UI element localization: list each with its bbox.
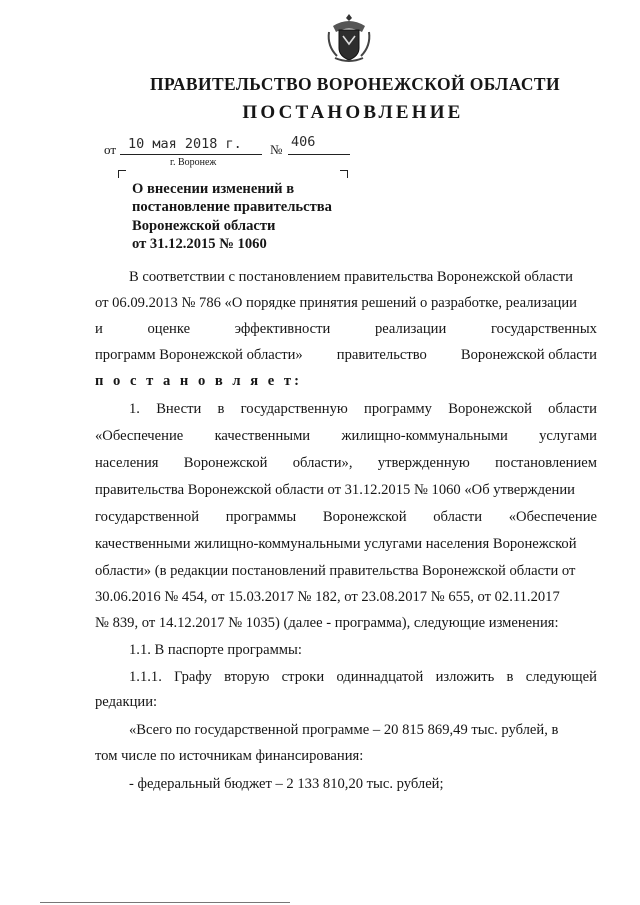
word: изложить [435,669,495,685]
word: Графу [174,669,212,685]
word: услугами [539,428,597,444]
word: «Обеспечение [95,428,184,444]
coat-of-arms-icon [325,12,373,64]
body-line: В соответствии с постановлением правительства Воронежской области [129,269,573,285]
word: программу [364,401,432,417]
number-underline [288,154,350,155]
date-prefix: от [104,142,117,157]
date-underline [120,154,262,155]
bracket-right-corner [340,170,348,178]
item-1-1: 1.1. В паспорте программы: [129,642,302,658]
body-line [95,509,597,526]
subject-line: постановление правительства [132,199,332,216]
body-line: качественными жилищно-коммунальными услугами населения Воронежской [95,536,577,552]
document-subject [132,180,382,254]
date-value: 10 мая 2018 г. [128,136,242,152]
subject-line: О внесении изменений в [132,181,295,197]
word: программы [225,509,297,525]
word: государственной [95,509,200,525]
body-line: 30.06.2016 № 454, от 15.03.2017 № 182, от 23.08.2017 № 655, от 02.11.2017 [95,589,560,605]
word: качественными [214,428,311,444]
body-line [95,347,597,364]
organization-name: ПРАВИТЕЛЬСТВО ВОРОНЕЖСКОЙ ОБЛАСТИ [149,74,561,94]
body-line: от 06.09.2013 № 786 «О порядке принятия решений о разработке, реализации [95,295,577,311]
word: 1.1.1. [129,669,162,685]
body-line [95,455,597,472]
word: оценке [147,321,191,337]
subject-line: от 31.12.2015 № 1060 [132,236,267,253]
federal-budget-line: - федеральный бюджет – 2 133 810,20 тыс. рублей; [129,776,444,792]
body-line [95,428,597,445]
decree-keyword: п о с т а н о в л я е т: [95,373,302,389]
word: 1. [129,401,140,417]
word: Воронежской области [460,347,597,363]
word: государственную [240,401,348,417]
quote-line: том числе по источникам финансирования: [95,748,364,764]
body-line: правительства Воронежской области от 31.12.2015 № 1060 «Об утверждении [95,482,575,498]
footer-rule [40,902,290,903]
word: жилищно-коммунальными [341,428,508,444]
body-line [95,321,597,338]
quote-line: «Всего по государственной программе – 20 815 869,49 тыс. рублей, в [129,722,559,738]
word: населения [95,455,159,471]
word: реализации [374,321,447,337]
word: в [217,401,225,417]
word: программ Воронежской области» [95,347,303,363]
word: и [95,321,103,337]
body-line: № 839, от 14.12.2017 № 1035) (далее - программа), следующие изменения: [95,615,559,631]
body-line: области» (в редакции постановлений правительства Воронежской области от [95,563,576,579]
city: г. Воронеж [170,157,217,168]
number-value: 406 [291,134,316,150]
bracket-left-corner [118,170,126,178]
word: строки [281,669,325,685]
subject-line: Воронежской области [132,217,276,234]
word: одиннадцатой [336,669,424,685]
number-sign: № [270,142,283,157]
word: Воронежской [322,509,407,525]
word: области [433,509,483,525]
word: эффективности [234,321,331,337]
item-1-1-1 [95,669,597,686]
word: «Обеспечение [508,509,597,525]
word: Воронежской [448,401,532,417]
word: следующей [525,669,597,685]
word: в [506,669,514,685]
word: области», [292,455,353,471]
word: области [548,401,597,417]
word: Внести [156,401,202,417]
word: утвержденную [377,455,470,471]
word: постановлением [495,455,597,471]
body-line: редакции: [95,694,158,710]
body-line [95,401,597,418]
word: государственных [490,321,597,337]
document-type: ПОСТАНОВЛЕНИЕ [242,102,464,123]
word: Воронежской [183,455,268,471]
word: вторую [224,669,270,685]
word: правительство [336,347,427,363]
